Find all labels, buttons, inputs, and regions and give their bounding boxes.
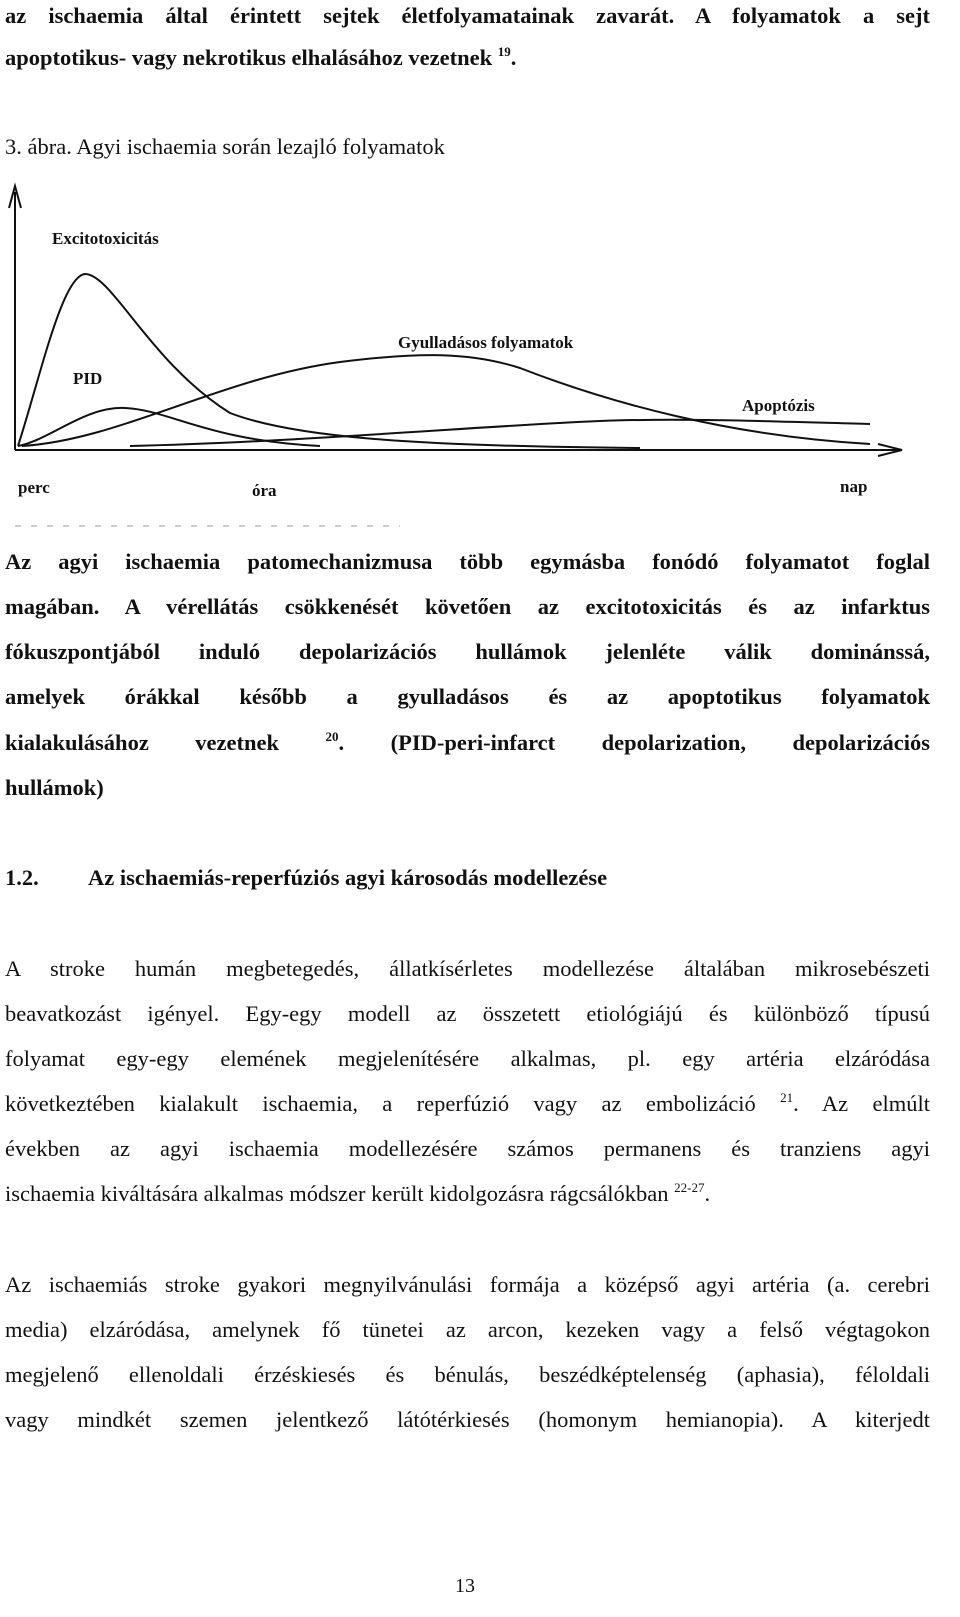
axis-tick-hour: óra [252,481,277,500]
text-line [5,44,930,72]
text-run: kialakulásához vezetnek [5,730,326,755]
text-line: Az agyi ischaemia patomechanizmusa több egymásba fonódó folyamatot foglal [5,549,930,574]
section-number: 1.2. [5,865,39,890]
text-line: A stroke humán megbetegedés, állatkísérletes modellezése általában mikrosebészeti [5,956,930,981]
text-line: amelyek órákkal később a gyulladásos és az apoptotikus folyamatok [5,684,930,709]
text-line [5,1090,930,1118]
text-line [5,1180,930,1208]
text-line: hullámok) [5,775,104,800]
label-inflammation: Gyulladásos folyamatok [398,333,574,352]
citation-superscript: 21 [780,1090,794,1105]
text-run: . (PID-peri-infarct depolarization, depolarizációs [338,730,930,755]
section-title: Az ischaemiás-reperfúziós agyi károsodás modellezése [88,865,608,890]
text-line: folyamat egy-egy elemének megjelenítésére alkalmas, pl. egy artéria elzáródása [5,1046,930,1071]
citation-superscript: 19 [497,44,511,59]
label-excitotoxicity: Excitotoxicitás [52,229,159,248]
axis-tick-minute: perc [18,478,50,497]
text-line: beavatkozást igényel. Egy-egy modell az összetett etiológiájú és különböző típusú [5,1001,930,1026]
page-number: 13 [455,1575,475,1597]
text-line: media) elzáródása, amelynek fő tünetei az arcon, kezeken vagy a felső végtagokon [5,1317,930,1342]
text-line: az ischaemia által érintett sejtek életfolyamatainak zavarát. A folyamatok a sejt [5,3,930,28]
label-pid: PID [73,369,103,388]
text-line: magában. A vérellátás csökkenését követően az excitotoxicitás és az infarktus [5,594,930,619]
figure-caption: 3. ábra. Agyi ischaemia során lezajló folyamatok [5,134,445,159]
text-run: következtében kialakult ischaemia, a reperfúzió vagy az embolizáció [5,1091,781,1116]
text-run: apoptotikus- vagy nekrotikus elhalásához vezetnek [5,45,498,70]
text-line [5,729,930,757]
text-run: . Az elmúlt [793,1091,930,1116]
process-timeline-figure [0,178,960,533]
text-line: vagy mindkét szemen jelentkező látótérkiesés (homonym hemianopia). A kiterjedt [5,1407,930,1432]
axis-tick-day: nap [840,477,868,496]
text-run: . [704,1181,711,1206]
text-line: Az ischaemiás stroke gyakori megnyilvánulási formája a középső agyi artéria (a. cerebri [5,1272,930,1297]
text-run: ischaemia kiváltására alkalmas módszer került kidolgozásra rágcsálókban [5,1181,675,1206]
text-run: . [510,45,517,70]
text-line: fókuszpontjából induló depolarizációs hullámok jelenléte válik dominánssá, [5,639,930,664]
excitotoxicity-curve [18,274,640,448]
citation-superscript: 22-27 [674,1180,705,1195]
citation-superscript: 20 [325,729,339,744]
text-line: években az agyi ischaemia modellezésére számos permanens és tranziens agyi [5,1136,930,1161]
text-line: megjelenő ellenoldali érzéskiesés és bénulás, beszédképtelenség (aphasia), féloldali [5,1362,930,1387]
label-apoptosis: Apoptózis [742,396,815,415]
